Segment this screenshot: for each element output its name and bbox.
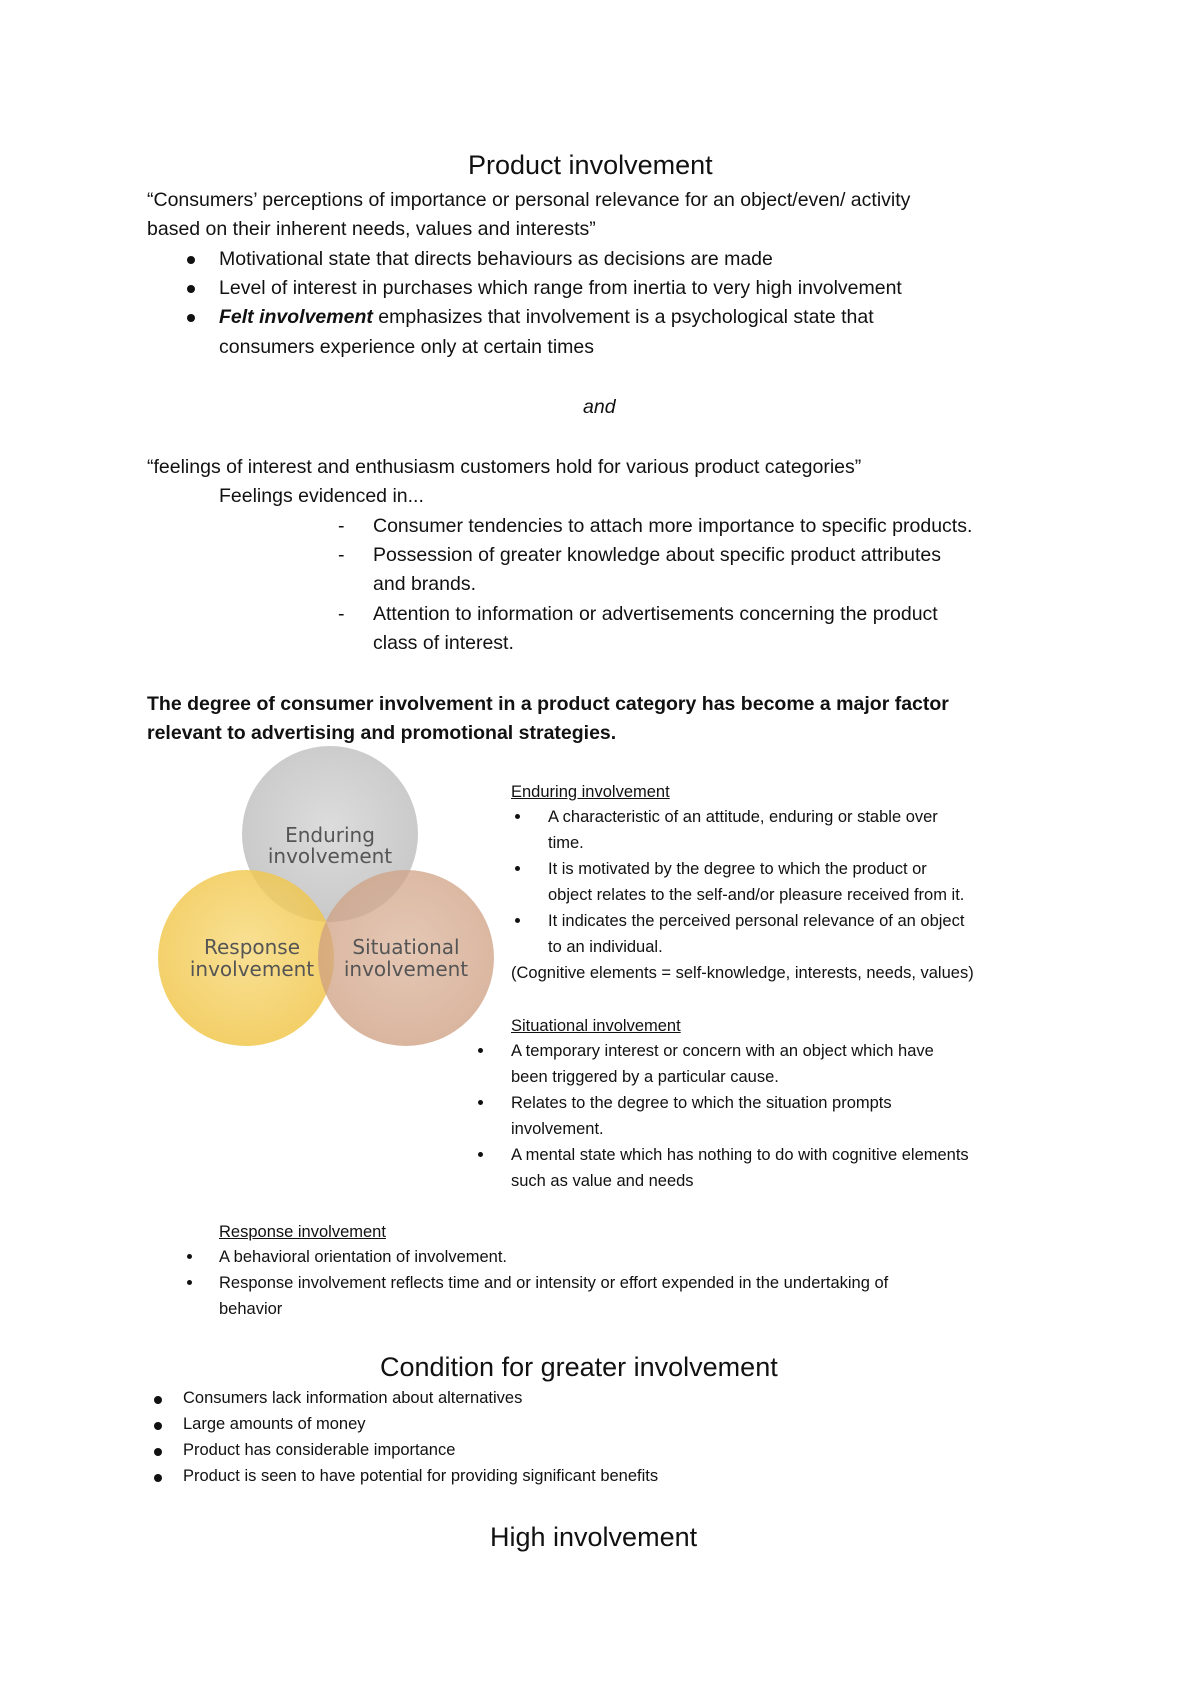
- dash-item-knowledge-cont: and brands.: [373, 573, 476, 595]
- bullet-dot: [187, 285, 195, 293]
- condition-item-money: Large amounts of money: [183, 1415, 366, 1433]
- felt-involvement-rest: emphasizes that involvement is a psychological state that: [372, 306, 874, 328]
- condition-item-info: Consumers lack information about alternatives: [183, 1389, 523, 1407]
- bullet-dot: [515, 918, 520, 923]
- enduring-line6: to an individual.: [548, 938, 663, 956]
- venn-response-label-1: Response: [203, 935, 301, 959]
- bullet-dot: [154, 1474, 162, 1482]
- response-line2: Response involvement reflects time and or intensity or effort expended in the undertaking of: [219, 1274, 889, 1292]
- situational-line2: been triggered by a particular cause.: [511, 1068, 779, 1086]
- bullet-dot: [515, 866, 520, 871]
- situational-heading: Situational involvement: [511, 1017, 681, 1035]
- bullet-dot: [187, 1254, 192, 1259]
- situational-line6: such as value and needs: [511, 1172, 694, 1190]
- venn-response-label-2: involvement: [189, 957, 315, 981]
- bullet-dot: [515, 814, 520, 819]
- felt-involvement-line2: consumers experience only at certain times: [219, 336, 595, 358]
- bullet-dot: [478, 1100, 483, 1105]
- bullet-dot: [154, 1422, 162, 1430]
- dash-item-tendencies: Consumer tendencies to attach more importance to specific products.: [373, 515, 973, 537]
- condition-title: Condition for greater involvement: [380, 1352, 778, 1382]
- bullet-dot: [478, 1152, 483, 1157]
- felt-involvement-term: Felt involvement: [219, 306, 373, 328]
- bullet-dot: [187, 314, 195, 322]
- venn-situational-label-1: Situational: [352, 935, 460, 959]
- venn-situational-label-2: involvement: [343, 957, 469, 981]
- enduring-heading: Enduring involvement: [511, 783, 670, 801]
- response-heading: Response involvement: [219, 1223, 386, 1241]
- venn-enduring-label-1: Enduring: [285, 823, 375, 847]
- situational-line4: involvement.: [511, 1120, 604, 1138]
- dash-item-attention-cont: class of interest.: [373, 632, 514, 654]
- definition-quote-line1: “Consumers’ perceptions of importance or personal relevance for an object/even/ activity: [147, 189, 911, 211]
- dash-mark: -: [338, 515, 345, 537]
- venn-enduring-label-2: involvement: [267, 844, 393, 868]
- response-line3: behavior: [219, 1300, 283, 1318]
- dash-mark: -: [338, 603, 345, 625]
- high-involvement-title: High involvement: [490, 1522, 698, 1552]
- cognitive-elements-note: (Cognitive elements = self-knowledge, interests, needs, values): [511, 964, 974, 982]
- enduring-line1: A characteristic of an attitude, enduring or stable over: [548, 808, 938, 826]
- condition-item-benefits: Product is seen to have potential for providing significant benefits: [183, 1467, 659, 1485]
- bold-statement-line1: The degree of consumer involvement in a product category has become a major factor: [147, 693, 949, 715]
- bullet-dot: [478, 1048, 483, 1053]
- bullet-felt-involvement: [219, 303, 874, 332]
- bullet-level-of-interest: Level of interest in purchases which range from inertia to very high involvement: [219, 277, 902, 299]
- bullet-dot: [154, 1448, 162, 1456]
- enduring-line4: object relates to the self-and/or pleasure received from it.: [548, 886, 965, 904]
- definition-quote-line2: based on their inherent needs, values and interests”: [147, 218, 596, 240]
- product-involvement-title: Product involvement: [468, 150, 713, 180]
- bullet-motivational: Motivational state that directs behaviours as decisions are made: [219, 248, 773, 270]
- situational-line3: Relates to the degree to which the situation prompts: [511, 1094, 892, 1112]
- dash-item-knowledge: Possession of greater knowledge about specific product attributes: [373, 544, 941, 566]
- involvement-venn-diagram: [140, 740, 520, 1070]
- bullet-dot: [187, 256, 195, 264]
- dash-mark: -: [338, 544, 345, 566]
- situational-line1: A temporary interest or concern with an object which have: [511, 1042, 934, 1060]
- enduring-line3: It is motivated by the degree to which the product or: [548, 860, 927, 878]
- enduring-line2: time.: [548, 834, 584, 852]
- condition-item-importance: Product has considerable importance: [183, 1441, 456, 1459]
- response-line1: A behavioral orientation of involvement.: [219, 1248, 508, 1266]
- bullet-dot: [187, 1280, 192, 1285]
- feelings-quote: “feelings of interest and enthusiasm customers hold for various product categories”: [147, 456, 862, 478]
- bullet-dot: [154, 1396, 162, 1404]
- situational-line5: A mental state which has nothing to do with cognitive elements: [511, 1146, 969, 1164]
- and-connector: and: [583, 396, 616, 418]
- enduring-line5: It indicates the perceived personal relevance of an object: [548, 912, 965, 930]
- bold-statement-line2: relevant to advertising and promotional strategies.: [147, 722, 617, 744]
- dash-item-attention: Attention to information or advertisements concerning the product: [373, 603, 938, 625]
- feelings-evidenced: Feelings evidenced in...: [219, 485, 424, 507]
